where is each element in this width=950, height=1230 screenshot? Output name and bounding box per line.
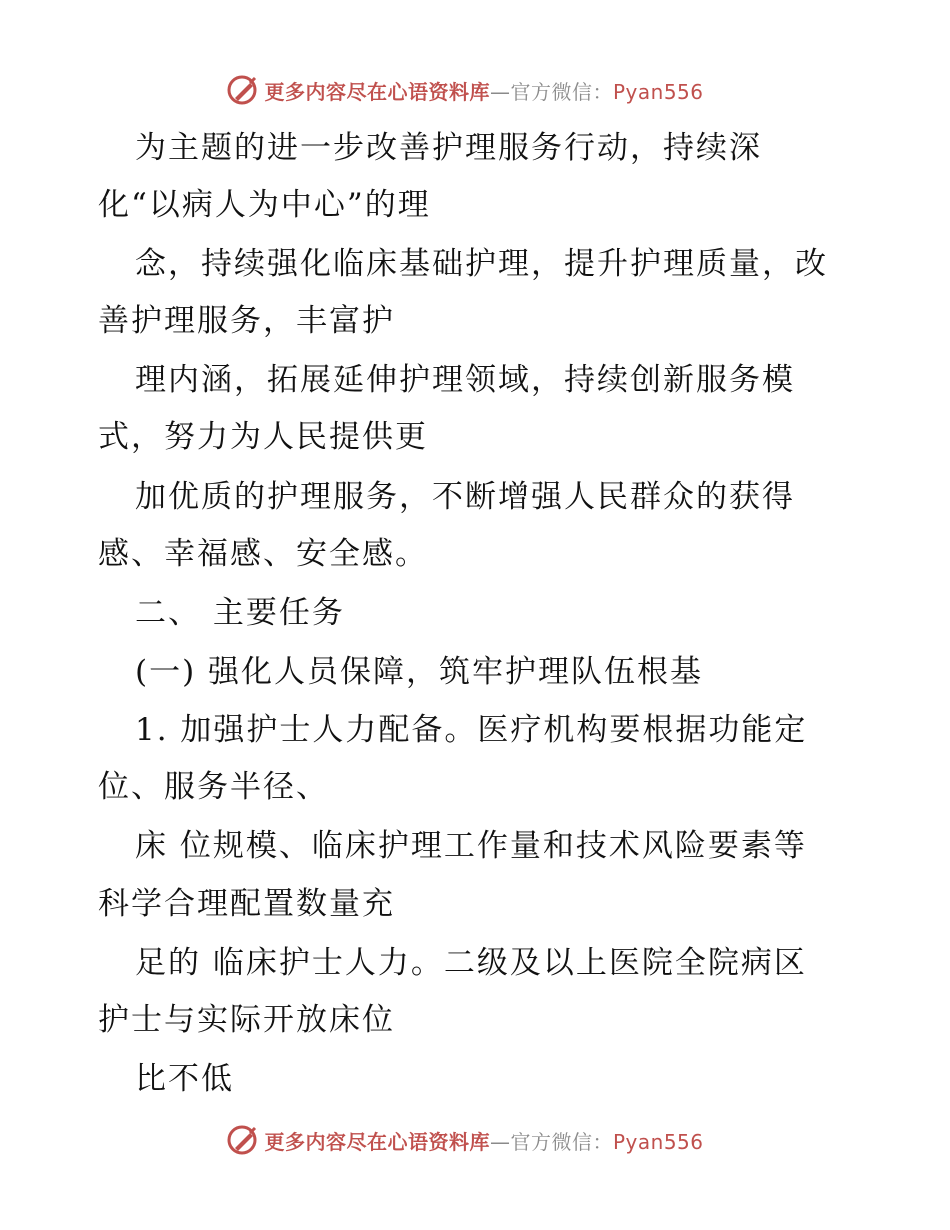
body-line-16: 护士与实际开放床位: [98, 1002, 395, 1038]
body-line-15: 足的 临床护士人力。二级及以上医院全院病区: [135, 945, 807, 981]
pen-logo-icon: [226, 1123, 260, 1157]
watermark-wechat-id: Pyan556: [612, 1129, 704, 1154]
body-line-6: 式，努力为人民提供更: [98, 419, 428, 455]
body-line-13: 床 位规模、临床护理工作量和技术风险要素等: [135, 828, 807, 864]
watermark-wechat-id: Pyan556: [612, 79, 704, 104]
body-line-8: 感、幸福感、安全感。: [98, 536, 428, 572]
body-line-2: 化“以病人为中心”的理: [98, 187, 431, 223]
watermark-dash: —: [489, 1129, 511, 1154]
body-line-1: 为主题的进一步改善护理服务行动，持续深: [135, 130, 762, 166]
body-line-4: 善护理服务，丰富护: [98, 303, 395, 339]
watermark-text: [264, 1126, 703, 1155]
body-line-14: 科学合理配置数量充: [98, 886, 395, 922]
watermark-dash: —: [489, 79, 511, 104]
body-line-17: 比不低: [135, 1061, 234, 1097]
body-line-11: 1. 加强护士人力配备。医疗机构要根据功能定: [135, 712, 808, 748]
subsection-heading: (一) 强化人员保障，筑牢护理队伍根基: [135, 654, 704, 690]
header-watermark: [0, 70, 950, 110]
body-line-7: 加优质的护理服务，不断增强人民群众的获得: [135, 479, 795, 515]
pen-logo-icon: [226, 73, 260, 107]
body-line-3: 念，持续强化临床基础护理，提升护理质量，改: [135, 246, 828, 282]
section-heading: 二、 主要任务: [135, 595, 345, 631]
footer-watermark: [0, 1120, 950, 1160]
body-line-12: 位、服务半径、: [98, 769, 329, 805]
watermark-brand: 更多内容尽在心语资料库: [264, 1129, 490, 1154]
watermark-official: 官方微信：: [510, 79, 613, 104]
body-line-5: 理内涵，拓展延伸护理领域，持续创新服务模: [135, 362, 795, 398]
watermark-official: 官方微信：: [510, 1129, 613, 1154]
watermark-brand: 更多内容尽在心语资料库: [264, 79, 490, 104]
watermark-text: [264, 76, 703, 105]
